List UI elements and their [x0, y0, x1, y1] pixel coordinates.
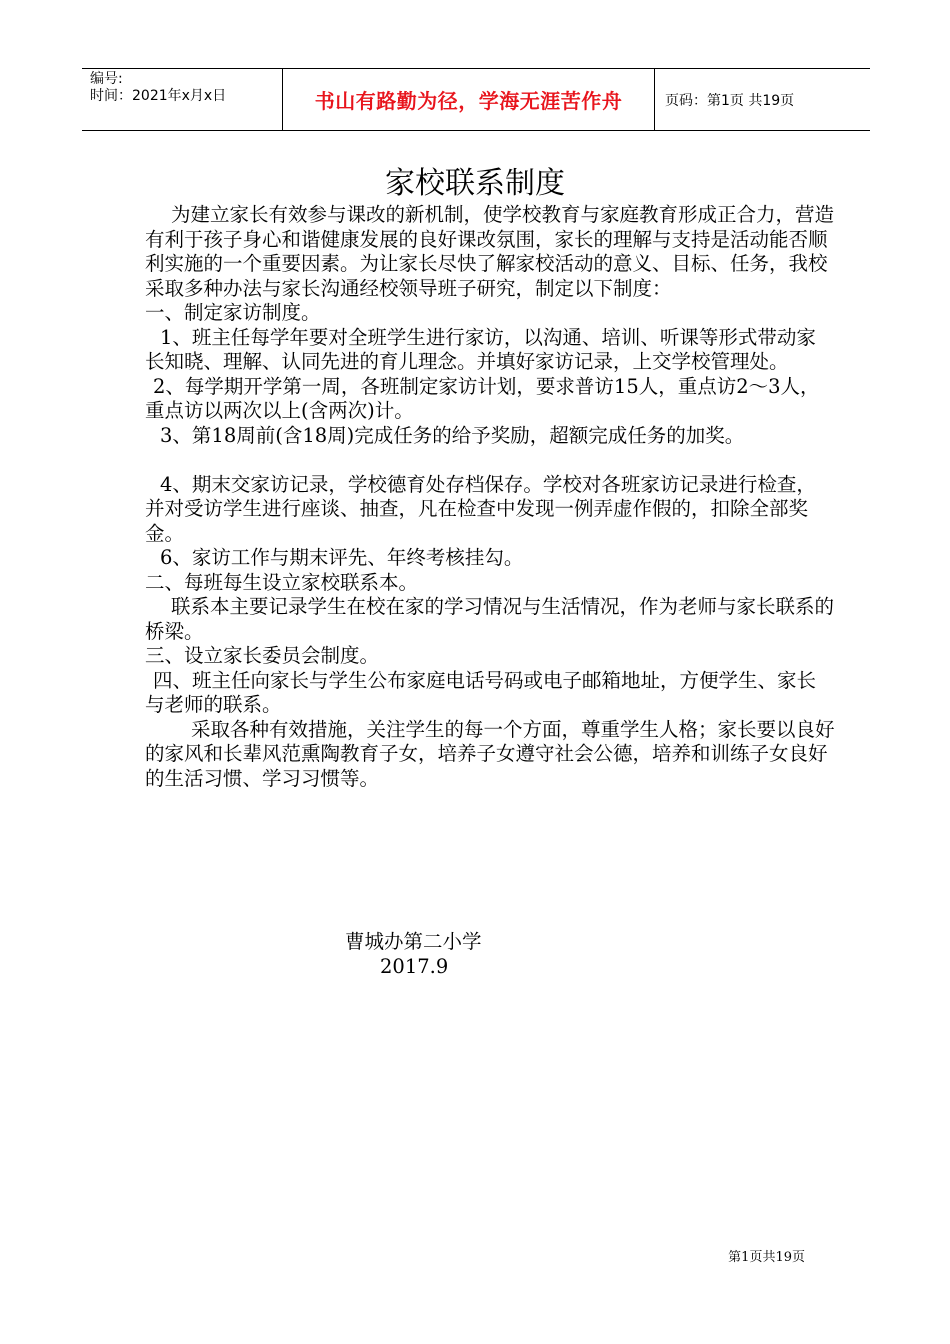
document-title: 家校联系制度	[385, 166, 565, 201]
blank-line	[145, 448, 835, 473]
section-2-paragraph: 联系本主要记录学生在校在家的学习情况与生活情况，作为老师与家长联系的桥梁。	[145, 595, 835, 643]
section-heading-4: 四、班主任向家长与学生公布家庭电话号码或电子邮箱地址，方便学生、家长与老师的联系。	[145, 668, 817, 716]
header-left-cell	[82, 69, 282, 130]
list-item-1: 1、班主任每学年要对全班学生进行家访，以沟通、培训、听课等形式带动家长知晓、理解、认同先进的育儿理念。并填好家访记录，上交学校管理处。	[145, 325, 816, 373]
list-item-2: 2、每学期开学第一周，各班制定家访计划，要求普访15人，重点访2～3人，重点访以两次以上(含两次)计。	[145, 374, 820, 422]
document-number-label: 编号:	[90, 71, 123, 87]
section-heading-2: 二、每班每生设立家校联系本。	[145, 570, 419, 594]
closing-paragraph: 采取各种有效措施，关注学生的每一个方面，尊重学生人格；家长要以良好的家风和长辈风范熏陶教育子女，培养子女遵守社会公德，培养和训练子女良好的生活习惯、学习习惯等。	[145, 717, 835, 790]
list-item-4: 4、期末交家访记录，学校德育处存档保存。学校对各班家访记录进行检查，并对受访学生进行座谈、抽查，凡在检查中发现一例弄虚作假的，扣除全部奖金。	[145, 472, 816, 545]
header-page-cell	[655, 69, 870, 130]
section-heading-3: 三、设立家长委员会制度。	[145, 644, 380, 667]
document-body	[145, 203, 835, 791]
page-info: 页码：第1页 共19页	[665, 92, 795, 109]
motto-text: 书山有路勤为径，学海无涯苦作舟	[314, 89, 623, 113]
signature-date: 2017.9	[380, 954, 449, 978]
list-item-6: 6、家访工作与期末评先、年终考核挂勾。	[160, 546, 524, 569]
document-time: 时间：2021年x月x日	[90, 88, 227, 104]
list-item-3: 3、第18周前(含18周)完成任务的给予奖励，超额完成任务的加奖。	[160, 423, 745, 447]
signature-block	[345, 930, 482, 979]
header-table	[82, 68, 870, 131]
school-name: 曹城办第二小学	[345, 930, 482, 953]
section-heading-1: 一、制定家访制度。	[145, 301, 321, 324]
header-motto-cell	[282, 69, 655, 130]
page-footer: 第1页共19页	[728, 1250, 805, 1265]
intro-paragraph: 为建立家长有效参与课改的新机制，使学校教育与家庭教育形成正合力，营造有利于孩子身心和谐健康发展的良好课改氛围，家长的理解与支持是活动能否顺利实施的一个重要因素。为让家长尽快了解家校活动的意义、目标、任务，我校采取多种办法与家长沟通经校领导班子研究，制定以下制度：	[145, 203, 835, 300]
